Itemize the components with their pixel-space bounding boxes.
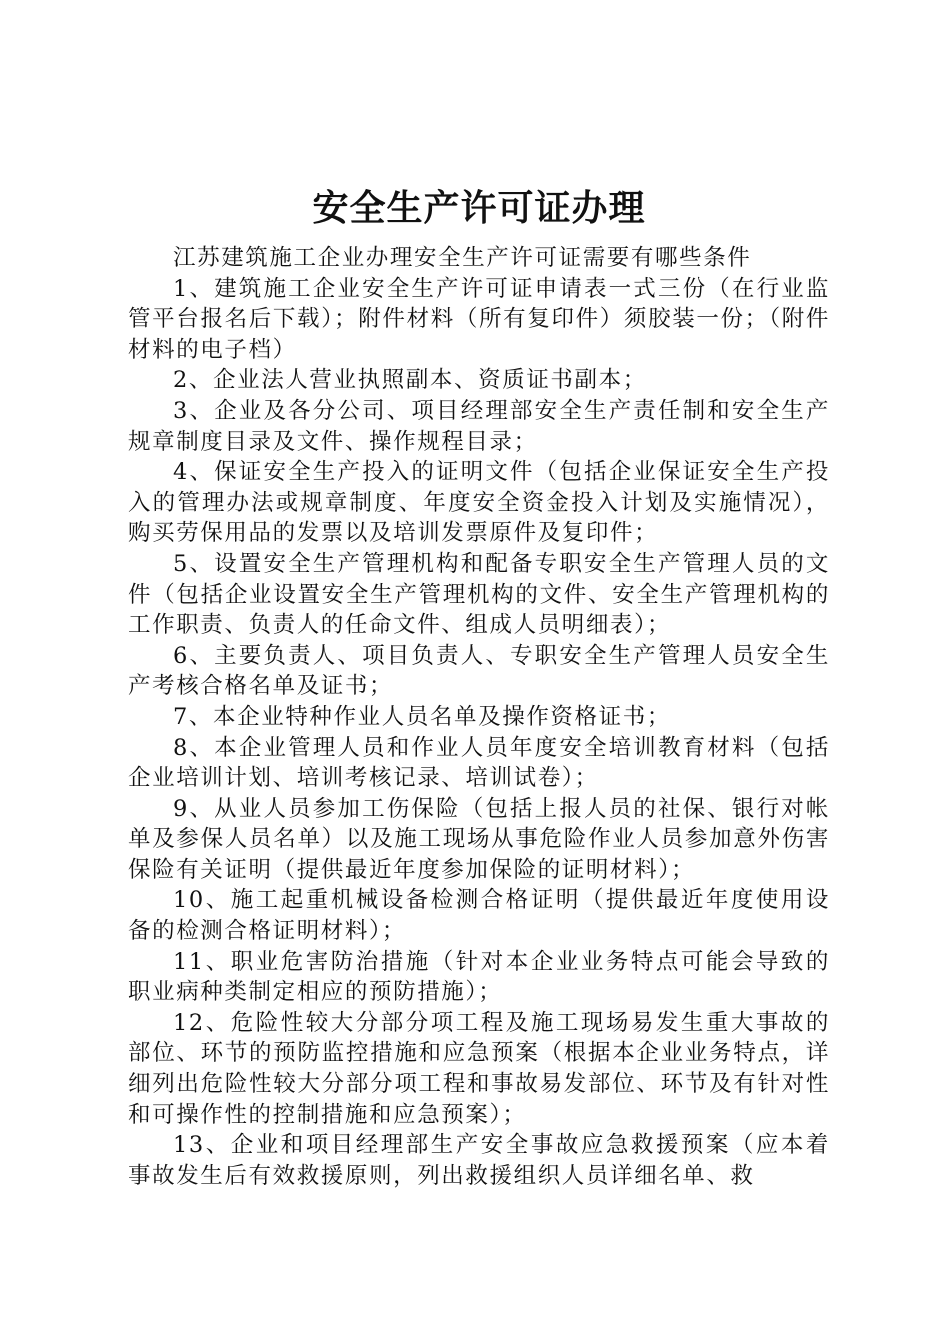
requirement-item-5: 5、设置安全生产管理机构和配备专职安全生产管理人员的文件（包括企业设置安全生产管理机构的文件、安全生产管理机构的工作职责、负责人的任命文件、组成人员明细表）； [128, 550, 830, 639]
intro-paragraph: 江苏建筑施工企业办理安全生产许可证需要有哪些条件 [173, 245, 752, 271]
requirement-item-12: 12、危险性较大分部分项工程及施工现场易发生重大事故的部位、环节的预防监控措施和应急预案（根据本企业业务特点，详细列出危险性较大分部分项工程和事故易发部位、环节及有针对性和可操作性的控制措施和应急预案）； [128, 1009, 830, 1128]
requirement-item-6: 6、主要负责人、项目负责人、专职安全生产管理人员安全生产考核合格名单及证书； [128, 642, 830, 700]
document-title: 安全生产许可证办理 [312, 188, 646, 229]
document-page [128, 186, 830, 1191]
requirement-item-13: 13、企业和项目经理部生产安全事故应急救援预案（应本着事故发生后有效救援原则，列出救援组织人员详细名单、救 [128, 1132, 830, 1189]
requirement-item-2: 2、企业法人营业执照副本、资质证书副本； [173, 367, 647, 394]
requirement-item-1: 1、建筑施工企业安全生产许可证申请表一式三份（在行业监管平台报名后下载）；附件材料（所有复印件）须胶装一份；（附件材料的电子档） [128, 275, 830, 363]
requirement-item-4: 4、保证安全生产投入的证明文件（包括企业保证安全生产投入的管理办法或规章制度、年度安全资金投入计划及实施情况），购买劳保用品的发票以及培训发票原件及复印件； [128, 459, 830, 547]
requirement-item-9: 9、从业人员参加工伤保险（包括上报人员的社保、银行对帐单及参保人员名单）以及施工现场从事危险作业人员参加意外伤害保险有关证明（提供最近年度参加保险的证明材料）； [128, 795, 830, 883]
requirement-item-8: 8、本企业管理人员和作业人员年度安全培训教育材料（包括企业培训计划、培训考核记录、培训试卷）； [128, 734, 830, 792]
requirement-item-3: 3、企业及各分公司、项目经理部安全生产责任制和安全生产规章制度目录及文件、操作规程目录； [128, 397, 830, 455]
requirement-item-7: 7、本企业特种作业人员名单及操作资格证书； [173, 703, 671, 730]
requirement-item-11: 11、职业危害防治措施（针对本企业业务特点可能会导致的职业病种类制定相应的预防措施）； [128, 948, 830, 1006]
requirement-item-10: 10、施工起重机械设备检测合格证明（提供最近年度使用设备的检测合格证明材料）； [128, 887, 830, 945]
